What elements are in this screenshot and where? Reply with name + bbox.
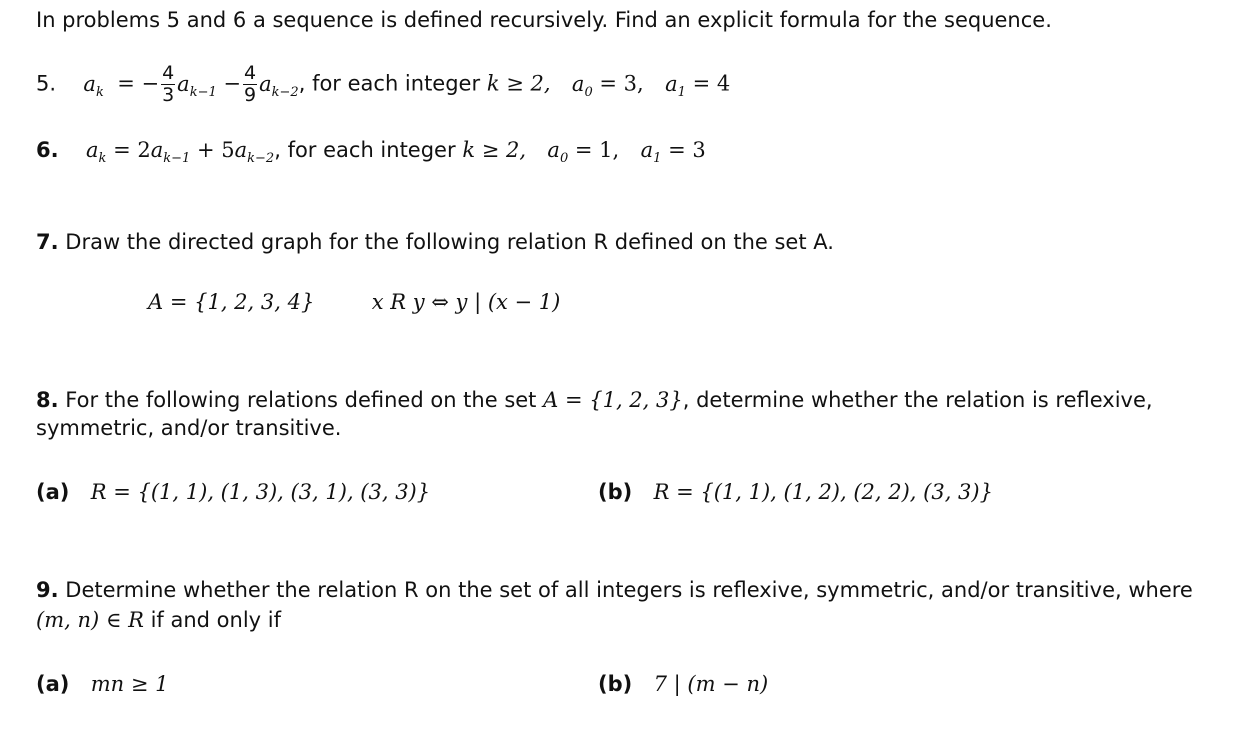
problem-7-text: Draw the directed graph for the following relation R defined on the set A. bbox=[65, 230, 834, 254]
expr-a: mn ≥ 1 bbox=[90, 672, 169, 696]
condition-text: for each integer bbox=[312, 71, 481, 96]
problem-9-number: 9. bbox=[36, 578, 59, 602]
problem-8a bbox=[36, 480, 430, 505]
problem-7-number: 7. bbox=[36, 230, 59, 254]
problem-8b bbox=[598, 480, 993, 505]
problem-9 bbox=[36, 578, 1193, 603]
part-a-label: (a) bbox=[36, 480, 70, 504]
recurrence-lhs: $a_k$ bbox=[83, 71, 104, 100]
problem-9a bbox=[36, 672, 169, 697]
problem-5: 5. $a_k$ = − $\frac{4}{3}$ $a_{k-1}$ − $\frac{4}{9}$ $a_{k-2}$, for each integer k ≥ 2, $a_0 = 3$, $a_1 = 4$ bbox=[36, 62, 731, 106]
problem-8-text-1: For the following relations defined on the set bbox=[65, 388, 537, 412]
relation-b: R = {(1, 1), (1, 2), (2, 2), (3, 3)} bbox=[653, 480, 993, 504]
problem-5-number: 5. bbox=[36, 71, 57, 96]
initial-a0: 1, bbox=[599, 138, 620, 162]
relation-def: x R y ⇔ y | (x − 1) bbox=[371, 290, 561, 314]
problem-7-math bbox=[148, 290, 560, 315]
problem-9-text-1: Determine whether the relation R on the set of all integers is reflexive, symmetric, and/or transitive, where bbox=[65, 578, 1193, 602]
part-b-label: (b) bbox=[598, 480, 633, 504]
problem-9b bbox=[598, 672, 768, 697]
problem-8-text-2: , determine whether the relation is reflexive, bbox=[682, 388, 1153, 412]
initial-a1: 4 bbox=[716, 71, 731, 96]
problem-6: 6. $a_k = 2a_{k-1} + 5a_{k-2}$, for each integer k ≥ 2, $a_0 = 1$, $a_1 = 3$ bbox=[36, 138, 706, 167]
problem-9-line-2 bbox=[36, 608, 281, 633]
coef-1: 2 bbox=[137, 138, 151, 162]
condition-expr: k ≥ 2, bbox=[486, 71, 551, 96]
part-a-label: (a) bbox=[36, 672, 70, 696]
problem-6-number: 6. bbox=[36, 138, 59, 162]
relation-a: R = {(1, 1), (1, 3), (3, 1), (3, 3)} bbox=[90, 480, 431, 504]
problem-8 bbox=[36, 388, 1153, 413]
problem-9-text-2: if and only if bbox=[150, 608, 281, 632]
pair-in-R: (m, n) ∈ R bbox=[36, 608, 144, 632]
expr-b: 7 | (m − n) bbox=[653, 672, 769, 696]
fraction-1: $\frac{4}{3}$ bbox=[162, 62, 175, 106]
initial-a1: 3 bbox=[692, 138, 706, 162]
instructions-text: In problems 5 and 6 a sequence is defined recursively. Find an explicit formula for the sequence. bbox=[36, 8, 1052, 32]
condition-text: for each integer bbox=[287, 138, 456, 162]
problem-8-text-3: symmetric, and/or transitive. bbox=[36, 416, 342, 440]
problem-8-number: 8. bbox=[36, 388, 59, 412]
set-A: A = {1, 2, 3, 4} bbox=[148, 290, 315, 314]
part-b-label: (b) bbox=[598, 672, 633, 696]
fraction-2: $\frac{4}{9}$ bbox=[244, 62, 257, 106]
initial-a0: 3, bbox=[623, 71, 644, 96]
condition-expr: k ≥ 2, bbox=[462, 138, 527, 162]
problem-8-set: A = {1, 2, 3} bbox=[543, 388, 683, 412]
problem-7 bbox=[36, 230, 834, 255]
coef-2: 5 bbox=[221, 138, 235, 162]
